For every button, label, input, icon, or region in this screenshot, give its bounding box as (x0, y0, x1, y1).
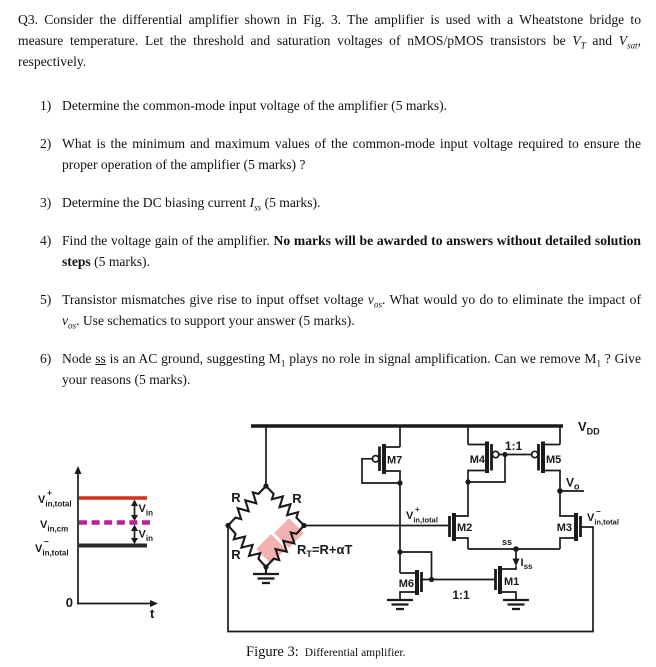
transistor-m4 (468, 442, 499, 483)
vt-symbol: V (572, 33, 581, 48)
item-text: Determine the DC biasing current (62, 195, 250, 210)
vt-subscript: T (580, 40, 586, 51)
question-block (18, 9, 641, 390)
m5-label: M5 (546, 454, 562, 466)
question-item-3 (18, 192, 641, 213)
transistor-m2 (450, 482, 473, 549)
item-text: (5 marks). (261, 195, 321, 210)
vin-plus-sign: + (47, 487, 52, 498)
intro-joiner: and (585, 33, 619, 48)
mirror-gate-wire (400, 552, 496, 580)
vin-minus-input-sign: − (596, 507, 601, 516)
vin-cm-label: $V_{in,cm}$ (40, 519, 69, 534)
item-text: . What would yo do to eliminate the impact of (381, 292, 641, 307)
m2-label: M2 (457, 522, 473, 534)
transistor-m3 (557, 491, 581, 549)
pmos-gate-bubble (372, 456, 378, 462)
resistor-label-r1: R (231, 490, 241, 505)
item-text: What is the minimum and maximum values of the common-mode input voltage required to ensure the proper operation of the amplifier (5 marks) ? (62, 136, 641, 172)
m7-label: M7 (387, 454, 403, 467)
transistor-m5 (532, 442, 562, 492)
vin-minus-sign: − (44, 536, 49, 547)
vo-label: $V_o$ (566, 475, 580, 492)
item-text: Transistor mismatches give rise to input offset voltage (62, 292, 368, 307)
mirror-ratio-top-label: 1:1 (504, 439, 523, 453)
item-number: 4) (40, 233, 52, 248)
question-item-6 (18, 348, 641, 390)
question-item-4 (18, 230, 641, 272)
m1-ground (503, 600, 529, 609)
item-number: 1) (40, 98, 52, 113)
ss-node-label: ss (501, 537, 512, 547)
y-axis-arrowhead (75, 466, 82, 474)
item-text: ? Give your reasons (5 marks). (62, 351, 642, 387)
question-item-2 (18, 133, 641, 175)
intro-text-1: Q3. Consider the differential amplifier shown in Fig. 3. The amplifier is used with a Wheatstone bridge to measure temperature. Let the threshold and saturation voltages of nMOS/pMOS transistors be (18, 12, 641, 48)
rt-equation-label: $R_T=R+\alpha T$ (297, 542, 353, 559)
origin-label: 0 (65, 595, 73, 610)
pmos-gate-bubble (492, 451, 498, 457)
intro-text-2: , respectively. (18, 33, 641, 69)
figure-3 (0, 410, 656, 667)
iss-label: $I_{ss}$ (520, 557, 533, 571)
resistor-label-r3: R (231, 547, 241, 562)
item-number: 3) (40, 195, 52, 210)
transistor-m6 (387, 570, 422, 609)
vos-symbol: v (367, 292, 374, 307)
iss-arrowhead (513, 559, 520, 567)
item-text: Find the voltage gain of the amplifier. (62, 233, 274, 248)
vin-arrow1-label: $V_{in}$ (138, 503, 153, 518)
wheatstone-bridge (225, 483, 352, 583)
item-text: plays no role in signal amplification. Can we remove M (285, 351, 597, 366)
bridge-top-node (263, 483, 268, 488)
input-waveform-plot (35, 466, 158, 621)
item-text: Node (62, 351, 96, 366)
amplifier-schematic (225, 419, 619, 632)
vos-subscript: os (68, 320, 77, 331)
iss-symbol: I (249, 195, 255, 210)
ss-node-ref: ss (95, 351, 106, 366)
item-number: 2) (40, 136, 52, 151)
mirror-ratio-bottom-label: 1:1 (452, 588, 470, 602)
m1-label: M1 (504, 576, 520, 588)
m3-label: M3 (556, 522, 572, 534)
vin-minus-label: $V_{in,total}$ (35, 543, 69, 558)
vos-symbol: v (62, 313, 69, 328)
item-text: . Use schematics to support your answer (5 marks). (76, 313, 355, 328)
item-text: (5 marks). (90, 254, 150, 269)
item-number: 5) (40, 292, 52, 307)
question-item-1 (18, 95, 641, 116)
item-bold-warning: No marks will be awarded to answers without detailed solution steps (62, 233, 641, 269)
vdd-label: $V_{DD}$ (578, 419, 600, 437)
question-intro (18, 9, 641, 72)
transistor-m7 (362, 444, 403, 486)
bridge-ground (253, 567, 279, 583)
transistor-m1 (496, 566, 530, 609)
vin-plus-input-label: $V_{in,total}$ (406, 510, 438, 525)
m4-label: M4 (469, 454, 485, 466)
m6-ground (387, 600, 413, 609)
iss-subscript: ss (254, 202, 262, 213)
vin-minus-input-label: $V_{in,total}$ (587, 512, 619, 527)
vos-subscript: os (373, 299, 382, 310)
vin-arrow2-label: $V_{in}$ (138, 528, 153, 543)
figure-caption: Figure 3: Differential amplifier. (246, 644, 406, 660)
item-text: is an AC ground, suggesting M (105, 351, 281, 366)
item-number: 6) (40, 351, 52, 366)
vdd-drop-wires (266, 426, 560, 486)
item-text: Determine the common-mode input voltage of the amplifier (5 marks). (62, 98, 448, 113)
m6-label: M6 (398, 578, 414, 590)
vsat-subscript: sat (627, 40, 638, 51)
pmos-gate-bubble (532, 451, 538, 457)
vsat-symbol: V (618, 33, 628, 48)
vin-plus-label: $V_{in,total}$ (38, 494, 72, 509)
question-item-5 (18, 289, 641, 331)
m1-subscript: 1 (596, 358, 601, 369)
time-axis-label: t (150, 606, 155, 621)
vin-plus-input-sign: + (415, 505, 420, 514)
m1-subscript: 1 (280, 358, 286, 369)
resistor-label-r2: R (292, 491, 302, 506)
